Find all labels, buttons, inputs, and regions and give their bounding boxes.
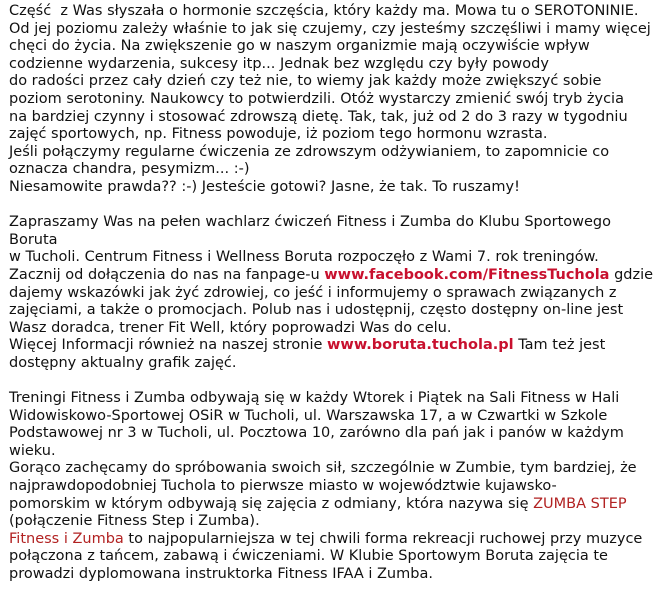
- text-line: Niesamowite prawda?? :-) Jesteście gotowi? Jasne, że tak. To ruszamy!: [9, 178, 520, 195]
- text-line: dajemy wskazówki jak żyć zdrowiej, co jeść i informujemy o sprawach związanych z: [9, 284, 617, 301]
- text-line: do radości przez cały dzień czy też nie, to wiemy jak każdy może zwiększyć sobie: [9, 73, 602, 90]
- text-line: dostępny aktualny grafik zajęć.: [9, 354, 237, 371]
- text-fragment: Tam też jest: [513, 337, 606, 354]
- text-line: wieku.: [9, 442, 56, 459]
- text-line: [9, 496, 655, 514]
- text-line: Zapraszamy Was na pełen wachlarz ćwiczeń Fitness i Zumba do Klubu Sportowego: [9, 214, 611, 231]
- paragraph-spacer: [9, 372, 655, 390]
- fitness-zumba-highlight: Fitness i Zumba: [9, 530, 124, 547]
- text-line: zajęć sportowych, np. Fitness powoduje, iż poziom tego hormonu wzrasta.: [9, 126, 548, 143]
- text-line: zajęciami, a także o promocjach. Polub nas i udostępnij, często dostępny on-line jest: [9, 302, 624, 319]
- text-line: Boruta: [9, 231, 58, 248]
- text-line: oznacza chandra, pesymizm... :-): [9, 161, 250, 178]
- text-line: (połączenie Fitness Step i Zumba).: [9, 513, 260, 530]
- text-line: [9, 337, 655, 355]
- zumba-step-highlight: ZUMBA STEP: [533, 495, 627, 512]
- text-line: najprawdopodobniej Tuchola to pierwsze miasto w województwie kujawsko-: [9, 478, 557, 495]
- text-line: na bardziej czynny i stosować zdrowszą dietę. Tak, tak, już od 2 do 3 razy w tygodniu: [9, 108, 628, 125]
- text-fragment: gdzie: [609, 266, 654, 283]
- text-line: codzienne wydarzenia, sukcesy itp... Jednak bez względu czy były powody: [9, 55, 549, 72]
- text-line: w Tucholi. Centrum Fitness i Wellness Boruta rozpoczęło z Wami 7. rok treningów.: [9, 249, 599, 266]
- text-fragment: Więcej Informacji również na naszej stronie: [9, 337, 328, 354]
- facebook-link[interactable]: www.facebook.com/FitnessTuchola: [324, 266, 610, 283]
- text-line: [9, 531, 655, 549]
- schedule-paragraph: [9, 390, 655, 584]
- text-fragment: pomorskim w którym odbywają się zajęcia z odmiany, która nazywa się: [9, 495, 534, 512]
- text-line: chęci do życia. Na zwiększenie go w naszym organizmie mają oczywiście wpływ: [9, 38, 590, 55]
- text-line: Od jej poziomu zależy właśnie to jak się czujemy, czy jesteśmy szczęśliwi i mamy więcej: [9, 20, 651, 37]
- text-line: poziom serotoniny. Naukowcy to potwierdzili. Otóż wystarczy zmienić swój tryb życia: [9, 90, 624, 107]
- text-line: Treningi Fitness i Zumba odbywają się w każdy Wtorek i Piątek na Sali Fitness w Hali: [9, 390, 620, 407]
- website-link[interactable]: www.boruta.tuchola.pl: [327, 337, 514, 354]
- text-line: Wasz doradca, trener Fit Well, który poprowadzi Was do celu.: [9, 319, 452, 336]
- text-line: Widowiskowo-Sportowej OSiR w Tucholi, ul. Warszawska 17, a w Czwartki w Szkole: [9, 407, 608, 424]
- invitation-paragraph: [9, 214, 655, 372]
- intro-paragraph: [9, 3, 655, 197]
- text-line: Jeśli połączymy regularne ćwiczenia ze zdrowszym odżywianiem, to zapomnicie co: [9, 143, 610, 160]
- paragraph-spacer: [9, 197, 655, 215]
- text-fragment: Zacznij od dołączenia do nas na fanpage-u: [9, 266, 325, 283]
- text-fragment: to najpopularniejsza w tej chwili forma rekreacji ruchowej przy muzyce: [123, 530, 643, 547]
- text-line: prowadzi dyplomowana instruktorka Fitness IFAA i Zumba.: [9, 566, 433, 582]
- text-line: Gorąco zachęcamy do spróbowania swoich sił, szczególnie w Zumbie, tym bardziej, że: [9, 460, 637, 477]
- text-line: Część z Was słyszała o hormonie szczęścia, który każdy ma. Mowa tu o SEROTONINIE.: [9, 3, 639, 19]
- text-line: połączona z tańcem, zabawą i ćwiczeniami. W Klubie Sportowym Boruta zajęcia te: [9, 548, 608, 565]
- text-line: [9, 267, 655, 285]
- text-line: Podstawowej nr 3 w Tucholi, ul. Pocztowa 10, zarówno dla pań jak i panów w każdym: [9, 425, 624, 442]
